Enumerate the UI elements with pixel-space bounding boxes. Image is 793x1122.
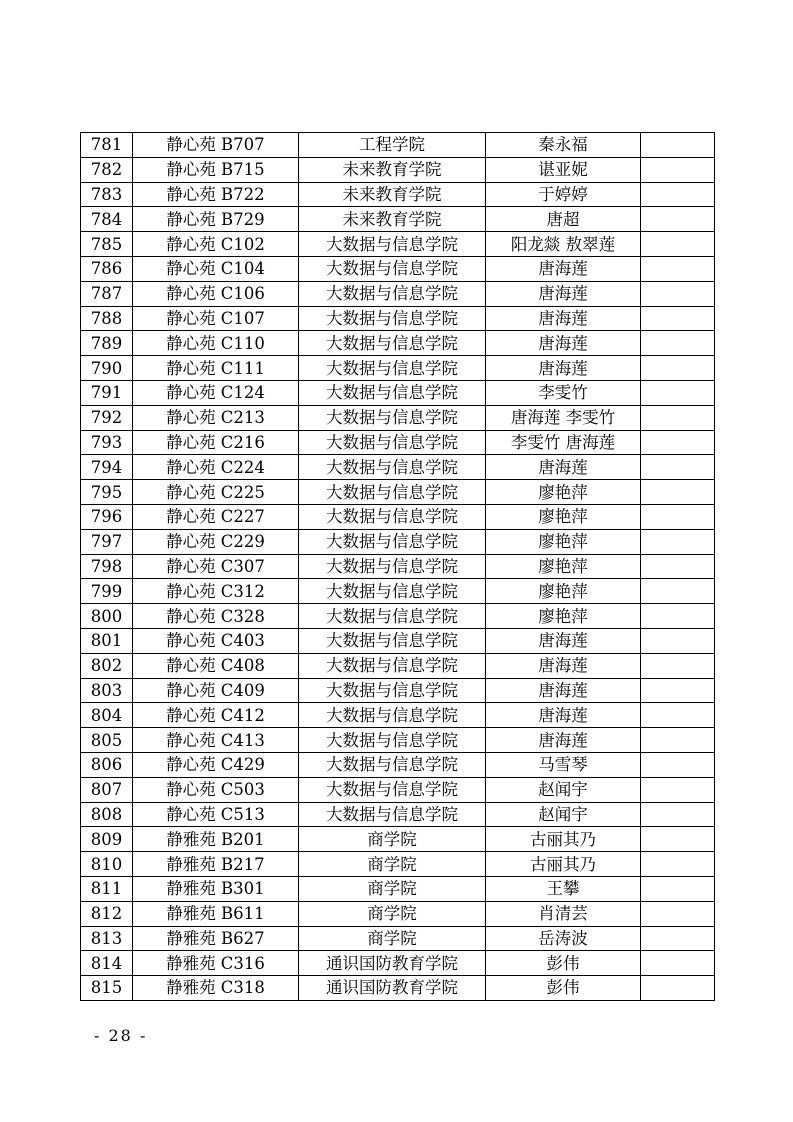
- note-cell: [641, 504, 715, 529]
- person-cell: 王攀: [486, 876, 641, 901]
- college-cell: 大数据与信息学院: [299, 653, 486, 678]
- row-number-cell: 787: [81, 281, 133, 306]
- note-cell: [641, 653, 715, 678]
- row-number-cell: 797: [81, 529, 133, 554]
- room-cell: 静心苑 C312: [133, 579, 299, 604]
- college-cell: 未来教育学院: [299, 157, 486, 182]
- note-cell: [641, 405, 715, 430]
- person-cell: 唐海莲: [486, 281, 641, 306]
- room-cell: 静心苑 C229: [133, 529, 299, 554]
- college-cell: 大数据与信息学院: [299, 455, 486, 480]
- college-cell: 大数据与信息学院: [299, 728, 486, 753]
- room-cell: 静心苑 C110: [133, 331, 299, 356]
- room-cell: 静心苑 C106: [133, 281, 299, 306]
- college-cell: 大数据与信息学院: [299, 356, 486, 381]
- college-cell: 工程学院: [299, 133, 486, 158]
- person-cell: 古丽其乃: [486, 827, 641, 852]
- row-number-cell: 812: [81, 901, 133, 926]
- row-number-cell: 813: [81, 926, 133, 951]
- row-number-cell: 788: [81, 306, 133, 331]
- table-row: [81, 356, 715, 381]
- room-cell: 静心苑 C429: [133, 752, 299, 777]
- row-number-cell: 796: [81, 504, 133, 529]
- note-cell: [641, 752, 715, 777]
- room-cell: 静雅苑 B201: [133, 827, 299, 852]
- row-number-cell: 782: [81, 157, 133, 182]
- college-cell: 大数据与信息学院: [299, 678, 486, 703]
- table-row: [81, 876, 715, 901]
- room-cell: 静雅苑 B301: [133, 876, 299, 901]
- college-cell: 大数据与信息学院: [299, 430, 486, 455]
- table-row: [81, 430, 715, 455]
- person-cell: 廖艳萍: [486, 604, 641, 629]
- table-row: [81, 703, 715, 728]
- row-number-cell: 785: [81, 232, 133, 257]
- page-number: - 28 -: [94, 1026, 148, 1045]
- note-cell: [641, 703, 715, 728]
- college-cell: 商学院: [299, 876, 486, 901]
- table-row: [81, 752, 715, 777]
- room-cell: 静心苑 C513: [133, 802, 299, 827]
- college-cell: 大数据与信息学院: [299, 256, 486, 281]
- person-cell: 唐海莲: [486, 256, 641, 281]
- note-cell: [641, 579, 715, 604]
- room-cell: 静心苑 C111: [133, 356, 299, 381]
- room-cell: 静雅苑 B611: [133, 901, 299, 926]
- room-cell: 静雅苑 C318: [133, 976, 299, 1001]
- note-cell: [641, 777, 715, 802]
- note-cell: [641, 827, 715, 852]
- row-number-cell: 800: [81, 604, 133, 629]
- note-cell: [641, 157, 715, 182]
- college-cell: 大数据与信息学院: [299, 331, 486, 356]
- room-cell: 静心苑 C413: [133, 728, 299, 753]
- college-cell: 大数据与信息学院: [299, 554, 486, 579]
- person-cell: 古丽其乃: [486, 852, 641, 877]
- row-number-cell: 807: [81, 777, 133, 802]
- room-cell: 静心苑 C213: [133, 405, 299, 430]
- room-cell: 静心苑 C102: [133, 232, 299, 257]
- college-cell: 商学院: [299, 926, 486, 951]
- person-cell: 秦永福: [486, 133, 641, 158]
- room-cell: 静心苑 C503: [133, 777, 299, 802]
- college-cell: 大数据与信息学院: [299, 380, 486, 405]
- college-cell: 商学院: [299, 827, 486, 852]
- person-cell: 谌亚妮: [486, 157, 641, 182]
- table-row: [81, 232, 715, 257]
- table-row: [81, 628, 715, 653]
- room-cell: 静雅苑 C316: [133, 951, 299, 976]
- row-number-cell: 799: [81, 579, 133, 604]
- college-cell: 通识国防教育学院: [299, 951, 486, 976]
- room-cell: 静心苑 B729: [133, 207, 299, 232]
- note-cell: [641, 678, 715, 703]
- person-cell: 马雪琴: [486, 752, 641, 777]
- college-cell: 大数据与信息学院: [299, 504, 486, 529]
- room-cell: 静心苑 C403: [133, 628, 299, 653]
- note-cell: [641, 976, 715, 1001]
- note-cell: [641, 331, 715, 356]
- table-row: [81, 579, 715, 604]
- person-cell: 岳涛波: [486, 926, 641, 951]
- note-cell: [641, 430, 715, 455]
- note-cell: [641, 133, 715, 158]
- note-cell: [641, 281, 715, 306]
- table-row: [81, 777, 715, 802]
- note-cell: [641, 529, 715, 554]
- note-cell: [641, 182, 715, 207]
- table-row: [81, 331, 715, 356]
- table-row: [81, 604, 715, 629]
- table-row: [81, 529, 715, 554]
- table-row: [81, 504, 715, 529]
- table-row: [81, 380, 715, 405]
- room-cell: 静心苑 C412: [133, 703, 299, 728]
- row-number-cell: 806: [81, 752, 133, 777]
- dormitory-table: [80, 132, 715, 1001]
- person-cell: 廖艳萍: [486, 529, 641, 554]
- row-number-cell: 801: [81, 628, 133, 653]
- college-cell: 大数据与信息学院: [299, 777, 486, 802]
- college-cell: 大数据与信息学院: [299, 579, 486, 604]
- person-cell: 阳龙燚 敖翠莲: [486, 232, 641, 257]
- person-cell: 李雯竹 唐海莲: [486, 430, 641, 455]
- room-cell: 静雅苑 B217: [133, 852, 299, 877]
- note-cell: [641, 901, 715, 926]
- row-number-cell: 811: [81, 876, 133, 901]
- college-cell: 商学院: [299, 852, 486, 877]
- row-number-cell: 815: [81, 976, 133, 1001]
- note-cell: [641, 951, 715, 976]
- row-number-cell: 783: [81, 182, 133, 207]
- room-cell: 静心苑 C104: [133, 256, 299, 281]
- row-number-cell: 781: [81, 133, 133, 158]
- college-cell: 大数据与信息学院: [299, 703, 486, 728]
- row-number-cell: 794: [81, 455, 133, 480]
- note-cell: [641, 876, 715, 901]
- table-body: [81, 133, 715, 1001]
- table-row: [81, 405, 715, 430]
- table-row: [81, 951, 715, 976]
- note-cell: [641, 604, 715, 629]
- table-row: [81, 802, 715, 827]
- person-cell: 廖艳萍: [486, 554, 641, 579]
- row-number-cell: 793: [81, 430, 133, 455]
- college-cell: 大数据与信息学院: [299, 480, 486, 505]
- person-cell: 唐海莲: [486, 356, 641, 381]
- row-number-cell: 802: [81, 653, 133, 678]
- row-number-cell: 814: [81, 951, 133, 976]
- table-row: [81, 455, 715, 480]
- person-cell: 唐海莲: [486, 728, 641, 753]
- room-cell: 静心苑 C227: [133, 504, 299, 529]
- note-cell: [641, 256, 715, 281]
- person-cell: 廖艳萍: [486, 579, 641, 604]
- college-cell: 未来教育学院: [299, 207, 486, 232]
- table-row: [81, 182, 715, 207]
- person-cell: 唐海莲: [486, 653, 641, 678]
- room-cell: 静心苑 B707: [133, 133, 299, 158]
- row-number-cell: 803: [81, 678, 133, 703]
- college-cell: 未来教育学院: [299, 182, 486, 207]
- note-cell: [641, 554, 715, 579]
- person-cell: 唐海莲: [486, 306, 641, 331]
- person-cell: 唐海莲: [486, 331, 641, 356]
- note-cell: [641, 356, 715, 381]
- person-cell: 彭伟: [486, 951, 641, 976]
- table-row: [81, 653, 715, 678]
- room-cell: 静心苑 C225: [133, 480, 299, 505]
- row-number-cell: 810: [81, 852, 133, 877]
- person-cell: 赵闻宇: [486, 802, 641, 827]
- college-cell: 大数据与信息学院: [299, 802, 486, 827]
- note-cell: [641, 207, 715, 232]
- note-cell: [641, 480, 715, 505]
- note-cell: [641, 926, 715, 951]
- note-cell: [641, 380, 715, 405]
- room-cell: 静心苑 C216: [133, 430, 299, 455]
- table-row: [81, 926, 715, 951]
- person-cell: 李雯竹: [486, 380, 641, 405]
- row-number-cell: 795: [81, 480, 133, 505]
- person-cell: 唐海莲: [486, 678, 641, 703]
- note-cell: [641, 802, 715, 827]
- table-row: [81, 901, 715, 926]
- row-number-cell: 786: [81, 256, 133, 281]
- row-number-cell: 784: [81, 207, 133, 232]
- room-cell: 静心苑 C124: [133, 380, 299, 405]
- room-cell: 静心苑 C307: [133, 554, 299, 579]
- table-row: [81, 678, 715, 703]
- table-row: [81, 306, 715, 331]
- row-number-cell: 789: [81, 331, 133, 356]
- row-number-cell: 809: [81, 827, 133, 852]
- college-cell: 大数据与信息学院: [299, 604, 486, 629]
- note-cell: [641, 306, 715, 331]
- person-cell: 廖艳萍: [486, 480, 641, 505]
- college-cell: 大数据与信息学院: [299, 529, 486, 554]
- room-cell: 静心苑 B722: [133, 182, 299, 207]
- person-cell: 唐海莲: [486, 628, 641, 653]
- table-row: [81, 827, 715, 852]
- note-cell: [641, 232, 715, 257]
- room-cell: 静心苑 B715: [133, 157, 299, 182]
- room-cell: 静心苑 C107: [133, 306, 299, 331]
- row-number-cell: 791: [81, 380, 133, 405]
- table-row: [81, 852, 715, 877]
- table-row: [81, 157, 715, 182]
- note-cell: [641, 852, 715, 877]
- note-cell: [641, 455, 715, 480]
- table-row: [81, 207, 715, 232]
- row-number-cell: 804: [81, 703, 133, 728]
- college-cell: 大数据与信息学院: [299, 752, 486, 777]
- row-number-cell: 805: [81, 728, 133, 753]
- person-cell: 唐超: [486, 207, 641, 232]
- table-row: [81, 480, 715, 505]
- note-cell: [641, 628, 715, 653]
- row-number-cell: 790: [81, 356, 133, 381]
- person-cell: 唐海莲 李雯竹: [486, 405, 641, 430]
- college-cell: 大数据与信息学院: [299, 405, 486, 430]
- table-row: [81, 281, 715, 306]
- note-cell: [641, 728, 715, 753]
- person-cell: 赵闻宇: [486, 777, 641, 802]
- person-cell: 肖清芸: [486, 901, 641, 926]
- row-number-cell: 798: [81, 554, 133, 579]
- table-row: [81, 976, 715, 1001]
- person-cell: 廖艳萍: [486, 504, 641, 529]
- row-number-cell: 792: [81, 405, 133, 430]
- room-cell: 静心苑 C409: [133, 678, 299, 703]
- college-cell: 大数据与信息学院: [299, 628, 486, 653]
- table-row: [81, 256, 715, 281]
- college-cell: 大数据与信息学院: [299, 281, 486, 306]
- person-cell: 唐海莲: [486, 455, 641, 480]
- table-row: [81, 728, 715, 753]
- room-cell: 静心苑 C224: [133, 455, 299, 480]
- table-row: [81, 554, 715, 579]
- room-cell: 静心苑 C408: [133, 653, 299, 678]
- row-number-cell: 808: [81, 802, 133, 827]
- college-cell: 大数据与信息学院: [299, 232, 486, 257]
- person-cell: 于婷婷: [486, 182, 641, 207]
- person-cell: 唐海莲: [486, 703, 641, 728]
- person-cell: 彭伟: [486, 976, 641, 1001]
- college-cell: 商学院: [299, 901, 486, 926]
- college-cell: 大数据与信息学院: [299, 306, 486, 331]
- room-cell: 静心苑 C328: [133, 604, 299, 629]
- college-cell: 通识国防教育学院: [299, 976, 486, 1001]
- table-row: [81, 133, 715, 158]
- room-cell: 静雅苑 B627: [133, 926, 299, 951]
